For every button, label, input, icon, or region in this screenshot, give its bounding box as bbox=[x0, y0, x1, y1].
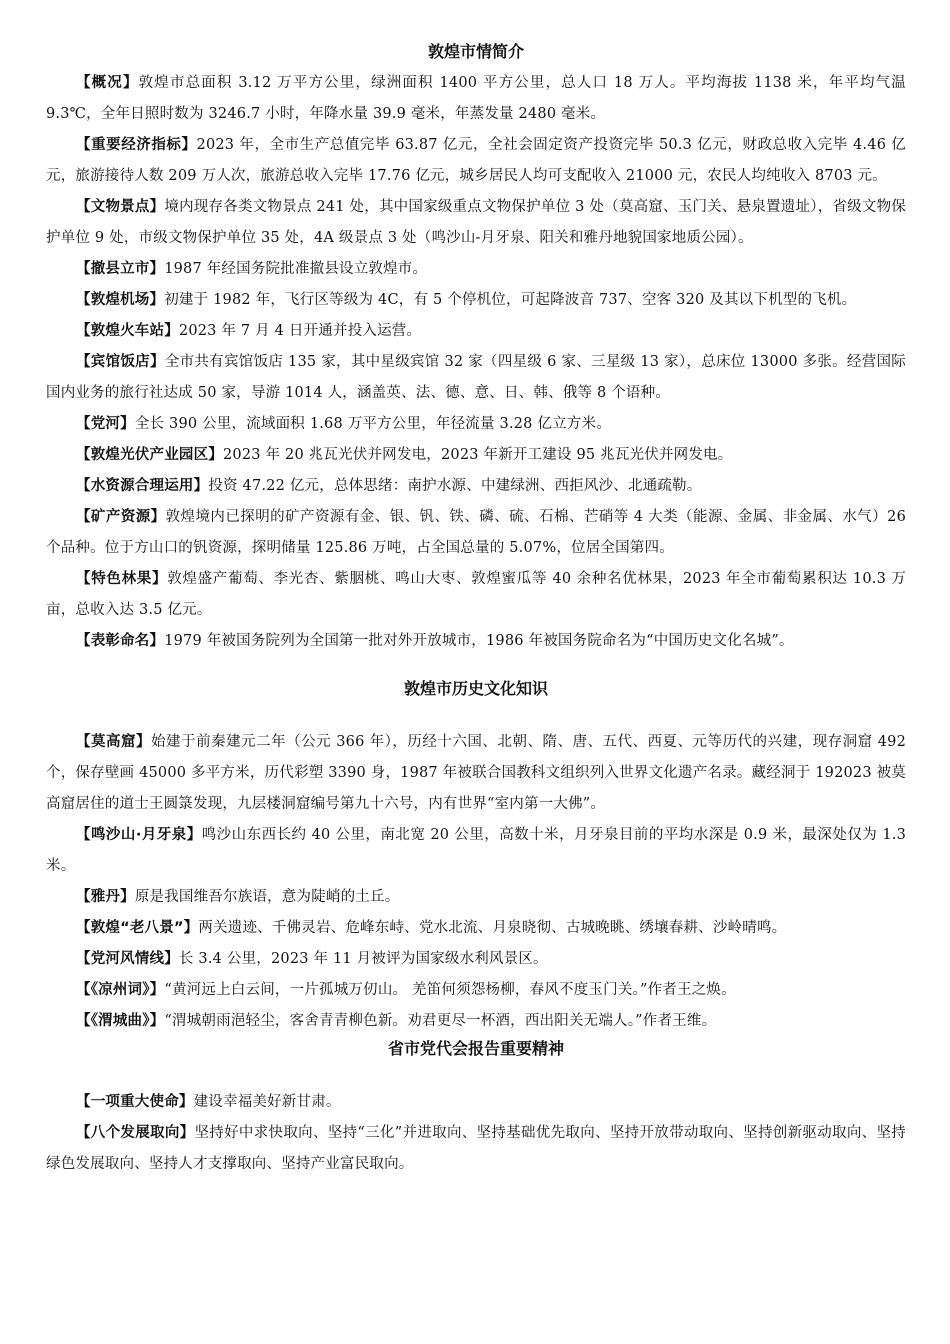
paragraph bbox=[46, 564, 906, 626]
paragraph-text: 敦煌境内已探明的矿产资源有金、银、钒、铁、磷、硫、石棉、芒硝等 4 大类（能源、金属、非金属、水气）26 个品种。位于方山口的钒资源，探明储量 125.86 万吨，占全国总量的 5.07%，位居全国第四。 bbox=[46, 509, 906, 556]
paragraph-text: 2023 年 7 月 4 日开通并投入运营。 bbox=[178, 323, 422, 339]
paragraph bbox=[46, 285, 906, 316]
paragraph bbox=[46, 820, 906, 882]
paragraph-text: 境内现存各类文物景点 241 处，其中国家级重点文物保护单位 3 处（莫高窟、玉门关、悬泉置遗址），省级文物保护单位 9 处，市级文物保护单位 35 处，4A 级景点 3 处（鸣沙山-月牙泉、阳关和雅丹地貌国家地质公园）。 bbox=[46, 199, 907, 246]
paragraph-label: 【一项重大使命】 bbox=[76, 1094, 194, 1110]
paragraph bbox=[46, 502, 906, 564]
paragraph-label: 【《渭城曲》】 bbox=[76, 1013, 165, 1029]
paragraph-label: 【敦煌光伏产业园区】 bbox=[76, 447, 223, 463]
paragraph-text: 长 3.4 公里，2023 年 11 月被评为国家级水利风景区。 bbox=[178, 951, 548, 967]
paragraph-text: 投资 47.22 亿元，总体思绪：南护水源、中建绿洲、西拒风沙、北通疏勒。 bbox=[208, 478, 702, 494]
section-title-party-congress: 省市党代会报告重要精神 bbox=[387, 1039, 564, 1058]
section-title-city-overview: 敦煌市情简介 bbox=[427, 42, 524, 61]
paragraph bbox=[46, 192, 906, 254]
section-title-history-culture: 敦煌市历史文化知识 bbox=[403, 679, 548, 698]
paragraph bbox=[46, 130, 906, 192]
paragraph-text: “黄河远上白云间，一片孤城万仞山。 羌笛何须怨杨柳，春风不度玉门关。”作者王之焕。 bbox=[164, 982, 736, 998]
paragraph-text: 原是我国维吾尔族语，意为陡峭的土丘。 bbox=[134, 889, 400, 905]
paragraph bbox=[46, 1118, 906, 1180]
paragraph-label: 【雅丹】 bbox=[76, 889, 135, 905]
paragraph-text: 两关遗迹、千佛灵岩、危峰东峙、党水北流、月泉晓彻、古城晚眺、绣壤春耕、沙岭晴鸣。 bbox=[198, 920, 787, 936]
paragraph-label: 【宾馆饭店】 bbox=[76, 354, 165, 370]
paragraph-label: 【表彰命名】 bbox=[76, 633, 165, 649]
document-page bbox=[46, 40, 906, 1180]
paragraph bbox=[46, 347, 906, 409]
paragraph-label: 【文物景点】 bbox=[76, 199, 165, 215]
paragraph-label: 【敦煌火车站】 bbox=[76, 323, 179, 339]
paragraph-text: 坚持好中求快取向、坚持“三化”并进取向、坚持基础优先取向、坚持开放带动取向、坚持创新驱动取向、坚持绿色发展取向、坚持人才支撑取向、坚持产业富民取向。 bbox=[46, 1125, 906, 1172]
paragraph-label: 【《凉州词》】 bbox=[76, 982, 165, 998]
paragraph-label: 【重要经济指标】 bbox=[76, 137, 197, 153]
paragraph-label: 【敦煌“老八景”】 bbox=[76, 920, 199, 936]
paragraph-text: “渭城朝雨浥轻尘，客舍青青柳色新。劝君更尽一杯酒，西出阳关无端人。”作者王维。 bbox=[164, 1013, 717, 1029]
paragraph-text: 初建于 1982 年，飞行区等级为 4C，有 5 个停机位，可起降波音 737、空客 320 及其以下机型的飞机。 bbox=[164, 292, 857, 308]
section-city-overview bbox=[46, 68, 906, 657]
paragraph-label: 【莫高窟】 bbox=[76, 734, 152, 750]
paragraph bbox=[46, 440, 906, 471]
paragraph-text: 鸣沙山东西长约 40 公里，南北宽 20 公里，高数十米，月牙泉目前的平均水深是 0.9 米，最深处仅为 1.3 米。 bbox=[46, 827, 906, 874]
section-history-culture bbox=[46, 727, 906, 1037]
paragraph bbox=[46, 727, 906, 820]
paragraph bbox=[46, 1006, 906, 1037]
paragraph-label: 【八个发展取向】 bbox=[76, 1125, 195, 1141]
paragraph bbox=[46, 471, 906, 502]
paragraph-label: 【敦煌机场】 bbox=[76, 292, 165, 308]
paragraph bbox=[46, 68, 906, 130]
paragraph bbox=[46, 316, 906, 347]
paragraph bbox=[46, 1087, 906, 1118]
paragraph bbox=[46, 882, 906, 913]
paragraph-text: 建设幸福美好新甘肃。 bbox=[193, 1094, 341, 1110]
paragraph-text: 全市共有宾馆饭店 135 家，其中星级宾馆 32 家（四星级 6 家、三星级 13 家），总床位 13000 多张。经营国际国内业务的旅行社达成 50 家，导游 1014 人，涵盖英、法、德、意、日、韩、俄等 8 个语种。 bbox=[46, 354, 907, 401]
paragraph-label: 【撤县立市】 bbox=[76, 261, 165, 277]
paragraph bbox=[46, 975, 906, 1006]
paragraph bbox=[46, 944, 906, 975]
paragraph-label: 【概况】 bbox=[76, 75, 139, 91]
paragraph-text: 1979 年被国务院列为全国第一批对外开放城市，1986 年被国务院命名为“中国历史文化名城”。 bbox=[164, 633, 794, 649]
paragraph-text: 全长 390 公里，流域面积 1.68 万平方公里，年径流量 3.28 亿立方米。 bbox=[134, 416, 611, 432]
paragraph-label: 【党河风情线】 bbox=[76, 951, 179, 967]
paragraph bbox=[46, 254, 906, 285]
paragraph-label: 【党河】 bbox=[76, 416, 135, 432]
paragraph-label: 【鸣沙山·月牙泉】 bbox=[76, 827, 202, 843]
paragraph-label: 【矿产资源】 bbox=[76, 509, 166, 525]
paragraph-text: 2023 年，全市生产总值完毕 63.87 亿元，全社会固定资产投资完毕 50.3 亿元，财政总收入完毕 4.46 亿元，旅游接待人数 209 万人次，旅游总收入完毕 17.76 亿元，城乡居民人均可支配收入 21000 元，农民人均纯收入 8703 元。 bbox=[46, 137, 906, 184]
paragraph-label: 【水资源合理运用】 bbox=[76, 478, 209, 494]
paragraph-text: 敦煌盛产葡萄、李光杏、紫胭桃、鸣山大枣、敦煌蜜瓜等 40 余种名优林果，2023 年全市葡萄累积达 10.3 万亩，总收入达 3.5 亿元。 bbox=[46, 571, 906, 618]
paragraph bbox=[46, 626, 906, 657]
paragraph-label: 【特色林果】 bbox=[76, 571, 168, 587]
paragraph bbox=[46, 409, 906, 440]
paragraph-text: 2023 年 20 兆瓦光伏并网发电，2023 年新开工建设 95 兆瓦光伏并网发电。 bbox=[223, 447, 733, 463]
paragraph-text: 1987 年经国务院批准撤县设立敦煌市。 bbox=[164, 261, 428, 277]
section-party-congress bbox=[46, 1087, 906, 1180]
paragraph-text: 敦煌市总面积 3.12 万平方公里，绿洲面积 1400 平方公里，总人口 18 万人。平均海拔 1138 米，年平均气温 9.3℃，全年日照时数为 3246.7 小时，年降水量 39.9 毫米，年蒸发量 2480 毫米。 bbox=[46, 75, 906, 122]
paragraph-text: 始建于前秦建元二年（公元 366 年），历经十六国、北朝、隋、唐、五代、西夏、元等历代的兴建，现存洞窟 492 个，保存壁画 45000 多平方米，历代彩塑 3390 身，1987 年被联合国教科文组织列入世界文化遗产名录。藏经洞于 192023 被莫高窟居住的道士王圆箓发现，九层楼洞窟编号第九十六号，内有世界“室内第一大佛”。 bbox=[46, 734, 907, 812]
paragraph bbox=[46, 913, 906, 944]
